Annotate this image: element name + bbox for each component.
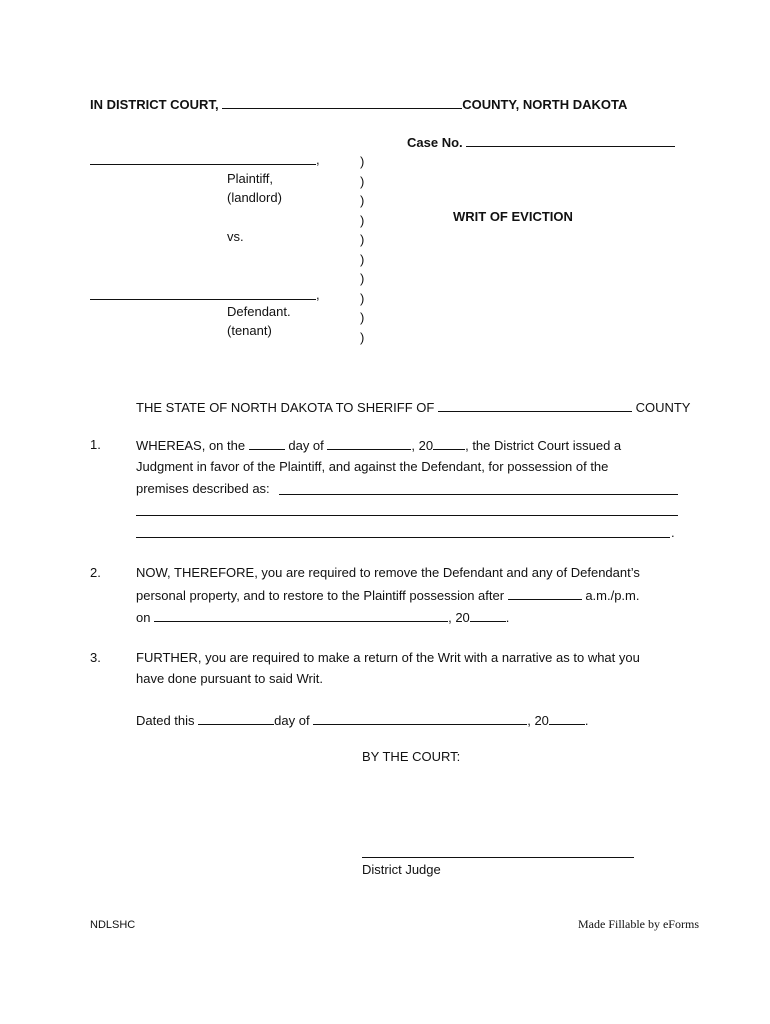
item-2-number: 2. [90,565,101,580]
state-line [136,399,690,416]
premises-field-3[interactable] [136,537,670,538]
day-of-text: day of [288,438,324,453]
item-1-line-1 [136,437,621,454]
case-number-line [407,134,675,151]
plaintiff-label: Plaintiff, [227,171,274,186]
judgment-year-field[interactable] [433,437,465,450]
premises-field-2[interactable] [136,515,678,516]
item-3-line-1: FURTHER, you are required to make a return of the Writ with a narrative as to what you [136,650,640,665]
paren: ) [360,154,365,169]
possession-period: . [505,610,510,625]
dated-line [136,712,589,729]
court-line [90,96,627,113]
item-1-line-3 [136,481,270,497]
judge-signature-field[interactable] [362,857,634,858]
dated-day-field[interactable] [198,712,274,725]
paren: ) [360,232,365,247]
judgment-day-field[interactable] [249,437,285,450]
dated-year-field[interactable] [549,712,585,725]
paren: ) [360,212,365,228]
court-prefix: IN DISTRICT COURT, [90,97,219,112]
by-the-court: BY THE COURT: [362,749,461,764]
court-suffix: COUNTY, NORTH DAKOTA [462,97,628,112]
premises-field-1[interactable] [279,494,678,495]
paren: ) [360,310,365,325]
possession-year-prefix: , 20 [448,610,470,625]
sheriff-county-field[interactable] [438,399,632,412]
item-1-line-2: Judgment in favor of the Plaintiff, and against the Defendant, for possession of the [136,459,609,474]
dated-this-text: Dated this [136,713,195,728]
item-2-line-1: NOW, THEREFORE, you are required to remove the Defendant and any of Defendant’s [136,565,640,580]
item-1-number: 1. [90,437,101,452]
paren: ) [360,329,365,345]
paren: ) [360,290,365,306]
court-issued-text: , the District Court issued a [465,438,622,453]
state-prefix: THE STATE OF NORTH DAKOTA TO SHERIFF OF [136,400,435,415]
footer-eforms-credit: Made Fillable by eForms [578,917,699,931]
paren: ) [360,271,365,286]
dated-day-of-text: day of [274,713,310,728]
item-2-line-3 [136,609,509,626]
caption-paren-column [360,152,372,347]
defendant-role: (tenant) [227,323,272,338]
defendant-label: Defendant. [227,304,291,319]
premises-period: . [671,525,675,540]
possession-date-field[interactable] [154,609,448,622]
restore-text: personal property, and to restore to the Plaintiff possession after [136,588,505,603]
case-number-field[interactable] [466,134,675,147]
district-judge-label: District Judge [362,862,441,877]
whereas-text: WHEREAS, on the [136,438,246,453]
possession-time-field[interactable] [508,587,582,600]
paren: ) [360,251,365,267]
on-text: on [136,610,151,625]
defendant-comma: , [316,287,320,302]
state-suffix: COUNTY [635,400,691,415]
year-prefix: , 20 [411,438,434,453]
footer-form-code: NDLSHC [90,919,136,931]
paren: ) [360,193,365,208]
item-3-line-2: have done pursuant to said Writ. [136,671,323,686]
dated-year-prefix: , 20 [527,713,549,728]
dated-period: . [584,713,589,728]
item-2-line-2 [136,587,640,604]
document-title: WRIT OF EVICTION [453,209,573,224]
premises-label: premises described as: [136,481,270,496]
item-3-number: 3. [90,650,101,665]
dated-month-field[interactable] [313,712,527,725]
defendant-name-field[interactable] [90,299,316,300]
case-label: Case No. [407,135,463,150]
county-field[interactable] [222,96,462,109]
plaintiff-role: (landlord) [227,190,282,205]
possession-year-field[interactable] [470,609,506,622]
plaintiff-comma: , [316,152,320,167]
judgment-month-field[interactable] [327,437,411,450]
paren: ) [360,173,365,189]
plaintiff-name-field[interactable] [90,164,316,165]
vs-label: vs. [227,229,244,244]
ampm-text: a.m./p.m. [585,588,640,603]
